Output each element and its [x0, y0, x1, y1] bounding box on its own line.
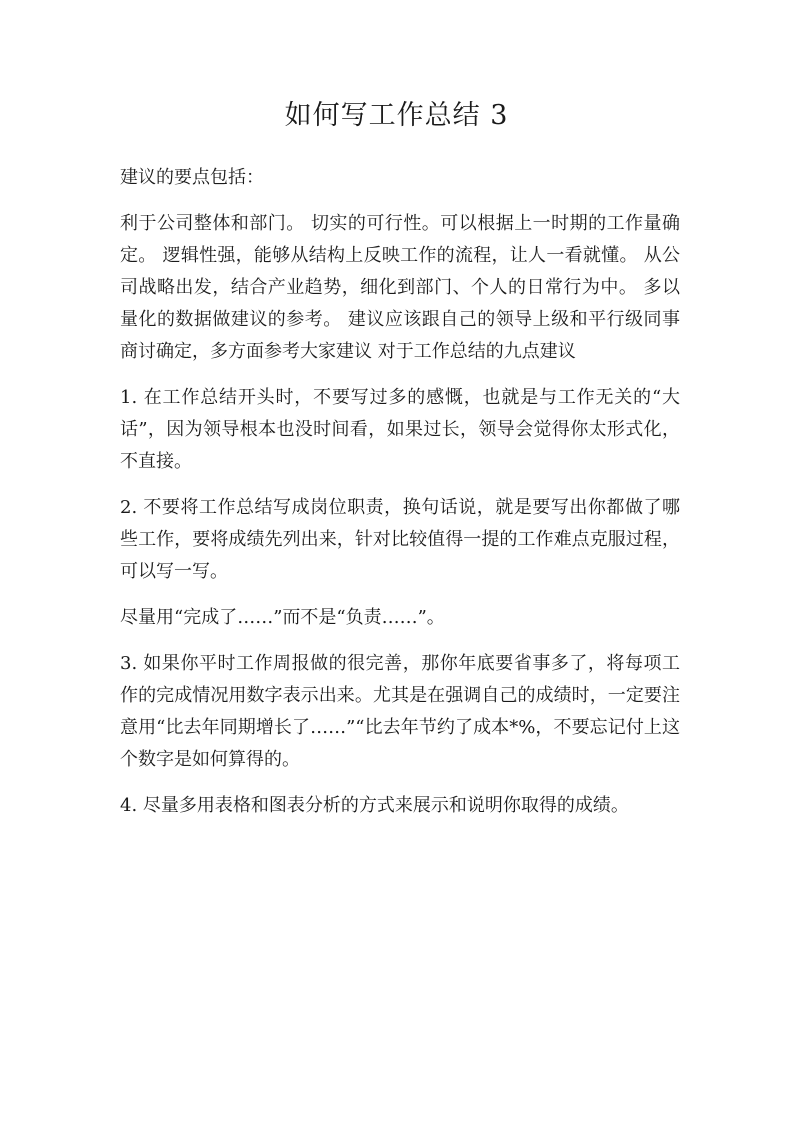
paragraph-point-1: 1. 在工作总结开头时，不要写过多的感慨，也就是与工作无关的“大话”，因为领导根本也没时间看，如果过长，领导会觉得你太形式化，不直接。	[120, 387, 680, 472]
paragraph-suggestions: 利于公司整体和部门。 切实的可行性。可以根据上一时期的工作量确定。 逻辑性强，能够从结构上反映工作的流程，让人一看就懂。 从公司战略出发，结合产业趋势，细化到部门、个人的日常行为中。 多以量化的数据做建议的参考。 建议应该跟自己的领导上级和平行级同事商讨确定，多方面参考大家建议 对于工作总结的九点建议	[120, 213, 680, 362]
page-title: 如何写工作总结 3	[284, 100, 509, 131]
paragraph-note: 尽量用“完成了……”而不是“负责……”。	[120, 607, 445, 628]
paragraph-point-4: 4. 尽量多用表格和图表分析的方式来展示和说明你取得的成绩。	[120, 795, 629, 816]
paragraph-point-2: 2. 不要将工作总结写成岗位职责，换句话说，就是要写出你都做了哪些工作，要将成绩先列出来，针对比较值得一提的工作难点克服过程，可以写一写。	[120, 497, 680, 582]
paragraph-intro: 建议的要点包括：	[120, 167, 264, 188]
document-body	[120, 162, 680, 836]
paragraph-point-3: 3. 如果你平时工作周报做的很完善，那你年底要省事多了，将每项工作的完成情况用数字表示出来。尤其是在强调自己的成绩时，一定要注意用“比去年同期增长了……”“比去年节约了成本*%，不要忘记付上这个数字是如何算得的。	[120, 653, 680, 770]
